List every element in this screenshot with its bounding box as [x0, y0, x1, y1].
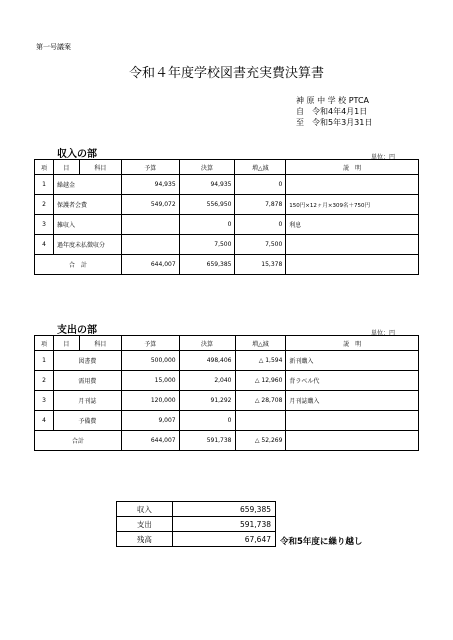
row-actual: 0 [179, 215, 235, 235]
expense-header-diff: 増△減 [235, 336, 286, 351]
row-note [286, 411, 419, 431]
row-budget: 120,000 [121, 391, 179, 411]
row-budget: 500,000 [121, 351, 179, 371]
row-diff: 7,500 [235, 235, 286, 255]
row-no: 2 [35, 371, 54, 391]
row-note: 新刊購入 [286, 351, 419, 371]
income-section-title: 収入の部 [57, 149, 97, 160]
income-unit-label: 単位：円 [370, 154, 395, 161]
expense-header-no: 項 [35, 336, 54, 351]
row-note: 150円×12ヶ月×309名＋750円 [286, 195, 419, 215]
row-diff: 7,878 [235, 195, 286, 215]
period-to: 至 令和5年3月31日 [296, 118, 373, 127]
expense-unit-label: 単位：円 [370, 330, 395, 337]
row-actual: 556,950 [179, 195, 235, 215]
row-budget [121, 215, 179, 235]
table-row [35, 371, 419, 391]
row-actual: 2,040 [179, 371, 235, 391]
row-note [286, 235, 419, 255]
row-diff: 0 [235, 175, 286, 195]
summary-label: 残高 [117, 532, 173, 547]
row-item: 繰越金 [53, 175, 121, 195]
row-budget: 15,000 [121, 371, 179, 391]
row-actual: 498,406 [179, 351, 235, 371]
income-total-row [35, 255, 419, 275]
row-no: 4 [35, 235, 54, 255]
income-header-account: 科目 [79, 160, 121, 175]
total-note [286, 431, 419, 451]
total-note [286, 255, 419, 275]
expense-header-note: 説 明 [286, 336, 419, 351]
row-item: 雑収入 [53, 215, 121, 235]
row-note [286, 175, 419, 195]
summary-label: 支出 [117, 517, 173, 532]
summary-table [116, 501, 276, 547]
expense-section-title: 支出の部 [57, 325, 97, 336]
carry-over-note: 令和5年度に繰り越し [280, 537, 363, 547]
total-label: 合計 [35, 431, 122, 451]
row-no: 4 [35, 411, 54, 431]
row-no: 3 [35, 215, 54, 235]
organization-name: 神 原 中 学 校 PTCA [296, 96, 370, 105]
expense-header-account: 科目 [79, 336, 121, 351]
total-diff: 15,378 [235, 255, 286, 275]
income-header-row [35, 160, 419, 175]
summary-value: 659,385 [172, 502, 275, 517]
total-budget: 644,007 [121, 255, 179, 275]
row-diff: △ 1,594 [235, 351, 286, 371]
summary-value: 591,738 [172, 517, 275, 532]
row-item: 保護者会費 [53, 195, 121, 215]
row-note: 月刊誌購入 [286, 391, 419, 411]
income-header-actual: 決算 [179, 160, 235, 175]
expense-table [34, 335, 419, 451]
row-diff: 0 [235, 215, 286, 235]
row-budget: 9,007 [121, 411, 179, 431]
row-budget [121, 235, 179, 255]
expense-header-budget: 予算 [121, 336, 179, 351]
document-title: 令和４年度学校図書充実費決算書 [128, 66, 324, 81]
period-from: 自 令和4年4月1日 [296, 107, 368, 116]
row-actual: 91,292 [179, 391, 235, 411]
row-actual: 94,935 [179, 175, 235, 195]
total-label: 合 計 [35, 255, 122, 275]
row-item: 予備費 [53, 411, 121, 431]
income-header-note: 説 明 [286, 160, 419, 175]
income-header-diff: 増△減 [235, 160, 286, 175]
expense-header-actual: 決算 [179, 336, 235, 351]
expense-total-row [35, 431, 419, 451]
row-no: 3 [35, 391, 54, 411]
row-item: 需用費 [53, 371, 121, 391]
table-row [35, 411, 419, 431]
summary-row-expense [117, 517, 276, 532]
total-actual: 659,385 [179, 255, 235, 275]
table-row [35, 351, 419, 371]
table-row [35, 215, 419, 235]
row-actual: 0 [179, 411, 235, 431]
expense-header-row [35, 336, 419, 351]
total-actual: 591,738 [179, 431, 235, 451]
table-row [35, 391, 419, 411]
table-row [35, 175, 419, 195]
income-table [34, 159, 419, 275]
row-budget: 549,072 [121, 195, 179, 215]
summary-label: 収入 [117, 502, 173, 517]
row-no: 2 [35, 195, 54, 215]
row-item: 過年度未払徴収分 [53, 235, 121, 255]
row-item: 月刊誌 [53, 391, 121, 411]
row-diff [235, 411, 286, 431]
income-header-budget: 予算 [121, 160, 179, 175]
summary-row-balance [117, 532, 276, 547]
document-number: 第一号議案 [36, 43, 71, 51]
row-item: 図書費 [53, 351, 121, 371]
row-note: 利息 [286, 215, 419, 235]
row-no: 1 [35, 351, 54, 371]
row-no: 1 [35, 175, 54, 195]
table-row [35, 195, 419, 215]
row-note: 背ラベル代 [286, 371, 419, 391]
row-actual: 7,500 [179, 235, 235, 255]
summary-row-income [117, 502, 276, 517]
total-budget: 644,007 [121, 431, 179, 451]
income-header-no: 項 [35, 160, 54, 175]
row-diff: △ 12,960 [235, 371, 286, 391]
row-budget: 94,935 [121, 175, 179, 195]
summary-value: 67,647 [172, 532, 275, 547]
income-header-item: 目 [53, 160, 79, 175]
table-row [35, 235, 419, 255]
expense-header-item: 目 [53, 336, 79, 351]
total-diff: △ 52,269 [235, 431, 286, 451]
row-diff: △ 28,708 [235, 391, 286, 411]
